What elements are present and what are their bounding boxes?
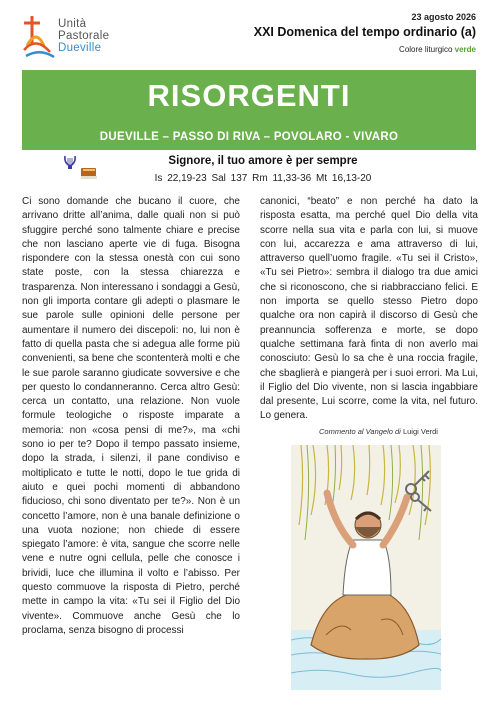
title-banner	[22, 70, 476, 150]
newsletter-title: RISORGENTI	[147, 78, 351, 113]
gospel-commentary-right-column: canonici, “beato” e non perché ha dato la risposta esatta, ma perché quel Dio della vita scorre nella sua vita e parla con lui, si muove con lui, accarezza e ama attraverso di lui, attraverso quell’uomo fragile. «Tu sei il Cristo», «Tu sei Pietro»: sembra il dialogo tra due amici che si riconoscono, che si riabbracciano felici. E non importa se quello stesso Pietro dopo qualche ora non capirà il discorso di Gesù che preannuncia sofferenza e morte, se dopo qualche settimana farà finta di non averlo mai conosciuto: Gesù lo sa che è una roccia fragile, che sbaglierà e piangerà per i suoi errori. Ma Lui, il Figlio del Dio vivente, non si lascia ingabbiare dal presente, Lui scorre, come la vita, nel futuro. Lo genera.	[260, 196, 478, 422]
gospel-commentary-left-column: Ci sono domande che bucano il cuore, che arrivano dritte all’anima, dalle quali non si può sfuggire perché sono talmente chiare e precise che non lasciano aperte vie di fuga. Bisogna rispondere con la stessa onestà con cui sono state poste, con la stessa chiarezza e trasparenza. Non interessano i sondaggi a Gesù, non gli importa contare gli adepti o plasmare le sue parole sulle opinioni delle persone per aumentare il numero dei discepoli: no, lui non è fatto di quella pasta che si adegua alle forme più convenienti, sa bene che scontenterà molti e che le sue parole saranno giudicate sovversive e che per questo lo condanneranno. Cerca altro Gesù: cerca un contatto, una relazione. Non vuole formule teologiche o risposte imparate a memoria: non «cosa pensi di me?», ma «chi sono io per te? Dopo il tempo passato insieme, dopo la strada, i silenzi, il pane condiviso e moltiplicato e tutte le notti, dopo le tue grida di aiuto e quei pochi momenti di abbandono fiducioso, chi sono diventato per te?». Non è un concetto l’amore, non è una banale definizione o una vuota nozione; non chiede di essere spiegato l’amore: è vita, sangue che scorre nelle vene e nutre ogni cellula, pelle che conosce i brividi, luce che illumina il volto e l’abisso. Per questo commuove la risposta di Pietro, perché mette in campo la vita: «Tu sei il Figlio del Dio vivente». Commuove anche Gesù che lo proclama, senza bisogno di processi	[22, 196, 240, 636]
liturgical-sunday: XXI Domenica del tempo ordinario (a)	[253, 25, 476, 39]
logo-line-1: Unità	[58, 18, 87, 30]
peter-with-keys-illustration	[291, 445, 441, 690]
liturgical-color-value: verde	[454, 45, 476, 54]
commentary-author: Luigi Verdi	[402, 427, 438, 436]
parish-list: DUEVILLE – PASSO DI RIVA – POVOLARO - VIVARO	[99, 131, 399, 143]
logo-text	[58, 18, 109, 54]
psalm-refrain: Signore, il tuo amore è per sempre	[168, 155, 358, 167]
issue-date: 23 agosto 2026	[411, 12, 476, 22]
logo-line-2: Pastorale	[58, 30, 110, 42]
logo-line-3: Dueville	[58, 42, 102, 54]
commentary-credit-label: Commento al Vangelo di	[319, 427, 401, 436]
commentary-credit	[319, 427, 438, 436]
readings-references: Is 22,19-23 Sal 137 Rm 11,33-36 Mt 16,13-20	[154, 173, 372, 184]
liturgical-color	[399, 45, 476, 54]
liturgical-color-label: Colore liturgico	[399, 45, 453, 54]
